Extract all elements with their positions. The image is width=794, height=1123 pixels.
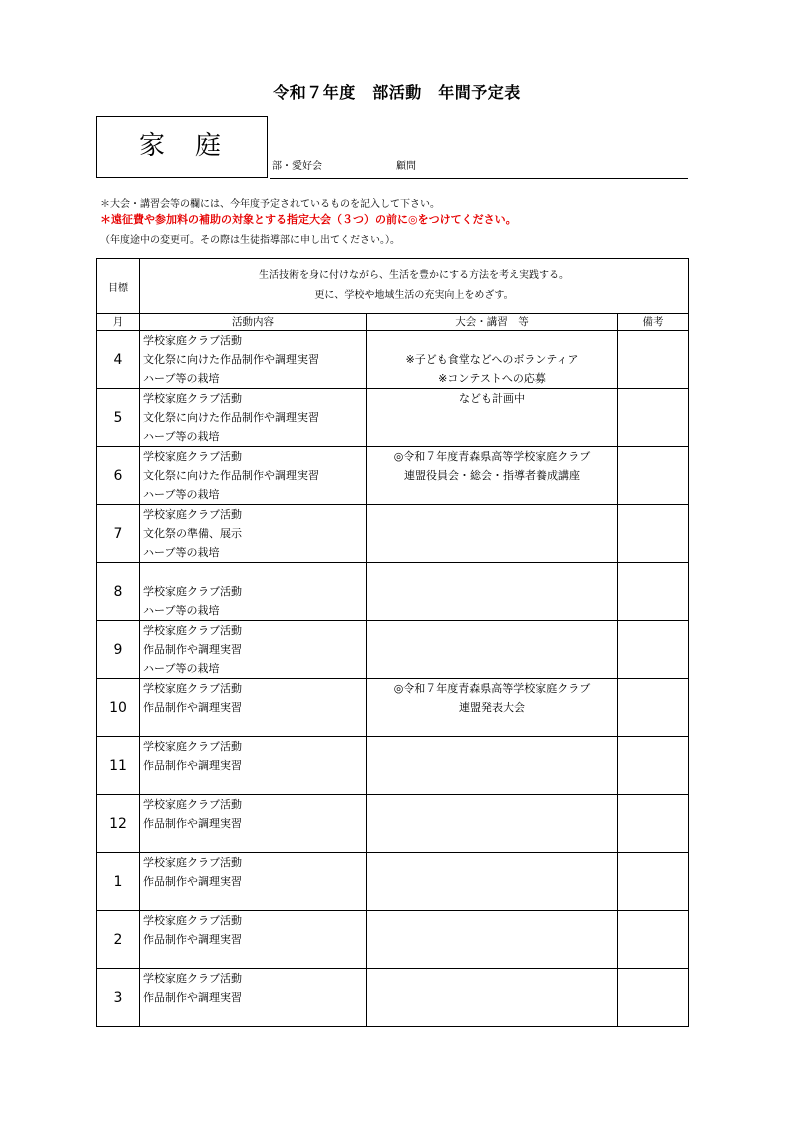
event-line: ◎令和７年度青森県高等学校家庭クラブ: [393, 450, 591, 463]
event-line: [367, 485, 617, 504]
month-cell: 6: [97, 447, 140, 505]
goal-text: [140, 259, 689, 314]
activity-cell[interactable]: [140, 505, 367, 563]
activity-line: ハーブ等の栽培: [143, 546, 220, 559]
table-row: [97, 679, 689, 737]
table-row: [97, 621, 689, 679]
event-line: [367, 775, 617, 794]
activity-line: ハーブ等の栽培: [143, 372, 220, 385]
club-suffix-label: 部・愛好会: [272, 161, 322, 172]
month-cell: 10: [97, 679, 140, 737]
activity-line: [143, 891, 366, 910]
activity-line: 学校家庭クラブ活動: [143, 914, 242, 927]
event-line: [367, 563, 617, 582]
event-line: [367, 833, 617, 852]
table-row: [97, 447, 689, 505]
event-line: なども計画中: [459, 392, 525, 405]
activity-line: ハーブ等の栽培: [143, 488, 220, 501]
event-line: [367, 911, 617, 930]
activity-line: [143, 1007, 366, 1026]
event-line: [367, 331, 617, 350]
event-line: [367, 582, 617, 601]
goal-label: 目標: [97, 259, 140, 314]
activity-cell[interactable]: [140, 911, 367, 969]
activity-line: 学校家庭クラブ活動: [143, 798, 242, 811]
activity-line: ハーブ等の栽培: [143, 662, 220, 675]
events-cell[interactable]: [367, 447, 618, 505]
month-cell: 5: [97, 389, 140, 447]
remarks-cell[interactable]: [618, 969, 689, 1027]
event-line: [367, 524, 617, 543]
month-cell: 12: [97, 795, 140, 853]
activity-line: 文化祭に向けた作品制作や調理実習: [143, 411, 319, 424]
events-cell[interactable]: [367, 795, 618, 853]
event-line: [367, 601, 617, 620]
events-cell[interactable]: [367, 331, 618, 389]
activity-line: [143, 833, 366, 852]
activity-cell[interactable]: [140, 679, 367, 737]
activity-line: [143, 717, 366, 736]
event-line: [367, 795, 617, 814]
activity-line: 作品制作や調理実習: [143, 933, 242, 946]
month-cell: 7: [97, 505, 140, 563]
header-month: 月: [97, 314, 140, 331]
activity-cell[interactable]: [140, 853, 367, 911]
month-cell: 11: [97, 737, 140, 795]
page-title: 令和７年度 部活動 年間予定表: [273, 83, 521, 102]
header-activity: 活動内容: [140, 314, 367, 331]
activity-cell[interactable]: [140, 621, 367, 679]
activity-line: 学校家庭クラブ活動: [143, 585, 242, 598]
event-line: [367, 814, 617, 833]
table-row: [97, 853, 689, 911]
note-line-1: ＊大会・講習会等の欄には、今年度予定されているものを記入して下さい。: [100, 199, 440, 210]
activity-line: 学校家庭クラブ活動: [143, 856, 242, 869]
event-line: [367, 872, 617, 891]
activity-line: [143, 563, 366, 582]
activity-line: 学校家庭クラブ活動: [143, 740, 242, 753]
activity-line: [143, 775, 366, 794]
event-line: [367, 659, 617, 678]
remarks-cell[interactable]: [618, 505, 689, 563]
event-line: [367, 408, 617, 427]
activity-cell[interactable]: [140, 563, 367, 621]
month-cell: 8: [97, 563, 140, 621]
table-row: [97, 911, 689, 969]
note-line-2-warning: ＊遠征費や参加料の補助の対象とする指定大会（３つ）の前に◎をつけてください。: [100, 213, 517, 226]
table-row: [97, 331, 689, 389]
events-cell[interactable]: [367, 737, 618, 795]
remarks-cell[interactable]: [618, 331, 689, 389]
remarks-cell[interactable]: [618, 679, 689, 737]
activity-cell[interactable]: [140, 389, 367, 447]
advisor-label: 顧問: [396, 161, 416, 172]
remarks-cell[interactable]: [618, 795, 689, 853]
month-cell: 9: [97, 621, 140, 679]
club-name-box[interactable]: [96, 116, 268, 178]
remarks-cell[interactable]: [618, 621, 689, 679]
events-cell[interactable]: [367, 563, 618, 621]
event-line: [367, 988, 617, 1007]
event-line: [367, 640, 617, 659]
events-cell[interactable]: [367, 679, 618, 737]
events-cell[interactable]: [367, 505, 618, 563]
activity-line: 文化祭の準備、展示: [143, 527, 242, 540]
header-events: 大会・講習 等: [367, 314, 618, 331]
month-cell: 2: [97, 911, 140, 969]
table-row: [97, 737, 689, 795]
activity-line: 学校家庭クラブ活動: [143, 682, 242, 695]
activity-line: 作品制作や調理実習: [143, 875, 242, 888]
remarks-cell[interactable]: [618, 447, 689, 505]
goal-row: [97, 259, 689, 314]
remarks-cell[interactable]: [618, 563, 689, 621]
event-line: [367, 505, 617, 524]
event-line: [367, 969, 617, 988]
activity-line: 学校家庭クラブ活動: [143, 392, 242, 405]
note-line-3: （年度途中の変更可。その際は生徒指導部に申し出てください。）。: [100, 235, 400, 246]
activity-line: 学校家庭クラブ活動: [143, 450, 242, 463]
activity-cell[interactable]: [140, 969, 367, 1027]
header-row: [97, 314, 689, 331]
event-line: [367, 543, 617, 562]
events-cell[interactable]: [367, 969, 618, 1027]
event-line: [367, 1007, 617, 1026]
activity-line: 文化祭に向けた作品制作や調理実習: [143, 353, 319, 366]
event-line: [367, 891, 617, 910]
event-line: [367, 949, 617, 968]
goal-line-1: 生活技術を身に付けながら、生活を豊かにする方法を考え実践する。: [259, 270, 570, 281]
table-row: [97, 969, 689, 1027]
advisor-underline: [270, 178, 688, 179]
month-cell: 1: [97, 853, 140, 911]
event-line: [367, 853, 617, 872]
club-name-char-2: 庭: [195, 131, 226, 161]
goal-line-2: 更に、学校や地域生活の充実向上をめざす。: [314, 290, 514, 301]
event-line: [367, 621, 617, 640]
activity-line: 作品制作や調理実習: [143, 991, 242, 1004]
event-line: 連盟発表大会: [459, 701, 525, 714]
activity-line: 文化祭に向けた作品制作や調理実習: [143, 469, 319, 482]
remarks-cell[interactable]: [618, 853, 689, 911]
events-cell[interactable]: [367, 621, 618, 679]
activity-line: [143, 949, 366, 968]
activity-line: ハーブ等の栽培: [143, 430, 220, 443]
event-line: 連盟役員会・総会・指導者養成講座: [404, 469, 580, 482]
activity-line: 作品制作や調理実習: [143, 643, 242, 656]
event-line: [367, 930, 617, 949]
table-row: [97, 505, 689, 563]
activity-cell[interactable]: [140, 737, 367, 795]
events-cell[interactable]: [367, 389, 618, 447]
event-line: [367, 717, 617, 736]
event-line: [367, 737, 617, 756]
activity-line: 学校家庭クラブ活動: [143, 334, 242, 347]
month-cell: 4: [97, 331, 140, 389]
event-line: [367, 756, 617, 775]
events-cell[interactable]: [367, 911, 618, 969]
event-line: ※子ども食堂などへのボランティア: [405, 353, 579, 366]
activity-line: ハーブ等の栽培: [143, 604, 220, 617]
events-cell[interactable]: [367, 853, 618, 911]
remarks-cell[interactable]: [618, 911, 689, 969]
header-remarks: 備考: [618, 314, 689, 331]
month-cell: 3: [97, 969, 140, 1027]
activity-cell[interactable]: [140, 447, 367, 505]
activity-cell[interactable]: [140, 331, 367, 389]
activity-line: 作品制作や調理実習: [143, 759, 242, 772]
annual-plan-table: [96, 258, 689, 1027]
event-line: [367, 427, 617, 446]
activity-line: 学校家庭クラブ活動: [143, 624, 242, 637]
table-row: [97, 795, 689, 853]
activity-cell[interactable]: [140, 795, 367, 853]
activity-line: 作品制作や調理実習: [143, 817, 242, 830]
remarks-cell[interactable]: [618, 737, 689, 795]
event-line: ◎令和７年度青森県高等学校家庭クラブ: [393, 682, 591, 695]
club-name-char-1: 家: [138, 131, 169, 161]
event-line: ※コンテストへの応募: [438, 372, 546, 385]
activity-line: 学校家庭クラブ活動: [143, 508, 242, 521]
table-row: [97, 389, 689, 447]
remarks-cell[interactable]: [618, 389, 689, 447]
activity-line: 学校家庭クラブ活動: [143, 972, 242, 985]
activity-line: 作品制作や調理実習: [143, 701, 242, 714]
table-row: [97, 563, 689, 621]
